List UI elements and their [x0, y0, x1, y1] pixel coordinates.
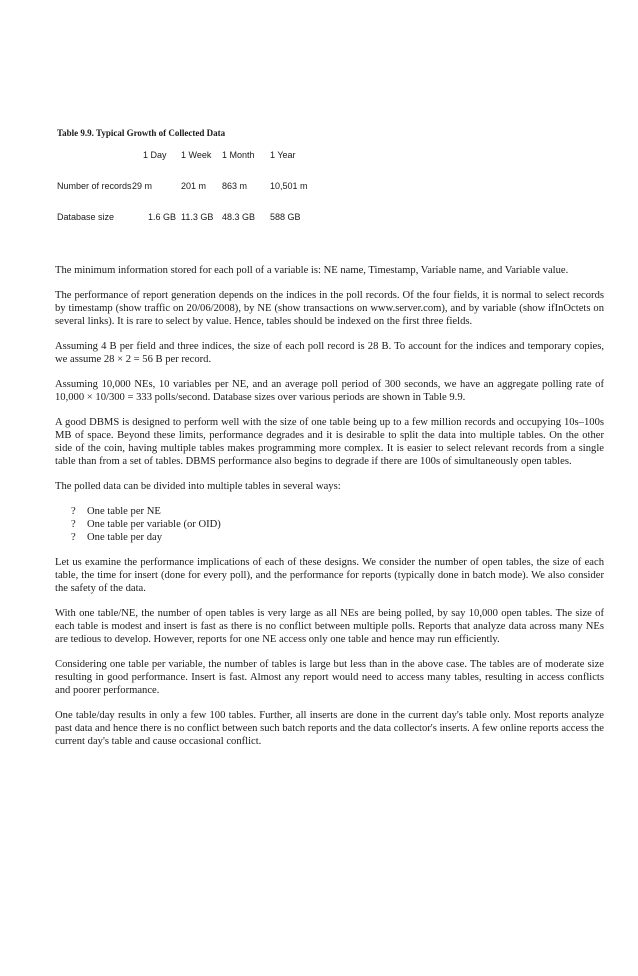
list-item	[71, 518, 604, 531]
paragraph: One table/day results in only a few 100 tables. Further, all inserts are done in the current day's table only. Most reports analyze past data and hence there is no conflict between such batch reports and the data collector's inserts. A few online reports access the current day's table and cause occasional conflict.	[55, 710, 604, 748]
paragraph: A good DBMS is designed to perform well with the size of one table being up to a few million records and occupying 10s–100s MB of space. Beyond these limits, performance degrades and it is desirable to split the data into multiple tables. On the other side of the coin, having multiple tables makes programming more complex. It is easier to select relevant records from a single table than from a set of tables. DBMS performance also begins to degrade if there are 100s of simultaneously open tables.	[55, 416, 604, 468]
table-cell: 201 m	[181, 181, 207, 191]
table-header-year: 1 Year	[270, 150, 296, 160]
paragraph: The minimum information stored for each poll of a variable is: NE name, Timestamp, Variable name, and Variable value.	[55, 265, 569, 276]
list-item-text: One table per day	[87, 532, 163, 544]
table-grid	[57, 138, 357, 238]
bullet-marker: ?	[71, 532, 76, 544]
paragraph: The performance of report generation depends on the indices in the poll records. Of the four fields, it is normal to select records by timestamp (show traffic on 20/06/2008), by NE (show transactions on www.server.com), and by variable (show ifInOctets on several links). It is rare to select by value. Hence, tables should be indexed on the first three fields.	[55, 289, 604, 328]
paragraph: The polled data can be divided into multiple tables in several ways:	[55, 480, 341, 492]
table-cell: 48.3 GB	[222, 212, 256, 222]
table-header-day: 1 Day	[143, 150, 167, 160]
body-text	[55, 264, 604, 760]
paragraph: Assuming 4 B per field and three indices, the size of each poll record is 28 B. To account for the indices and temporary copies, we assume 28 × 2 = 56 B per record.	[55, 340, 604, 366]
growth-table	[57, 128, 357, 238]
list-item-text: One table per NE	[87, 505, 161, 517]
table-cell: 1.6 GB	[148, 212, 177, 222]
list-item-text: One table per variable (or OID)	[87, 518, 221, 530]
table-cell: 863 m	[222, 181, 248, 191]
list-item	[71, 531, 604, 544]
table-row-label: Database size	[57, 212, 115, 222]
table-title: Table 9.9. Typical Growth of Collected Data	[57, 128, 226, 138]
bullet-marker: ?	[71, 505, 76, 517]
paragraph: Assuming 10,000 NEs, 10 variables per NE, and an average poll period of 300 seconds, we have an aggregate polling rate of 10,000 × 10/300 = 333 polls/second. Database sizes over various periods are shown in Table 9.9.	[55, 378, 604, 403]
bullet-marker: ?	[71, 518, 76, 530]
table-cell: 11.3 GB	[181, 212, 214, 222]
table-header-month: 1 Month	[222, 150, 255, 160]
list-item	[71, 505, 604, 518]
bullet-list	[55, 505, 604, 545]
table-row-label: Number of records	[57, 181, 132, 191]
table-cell: 29 m	[132, 181, 153, 191]
paragraph: Let us examine the performance implications of each of these designs. We consider the number of open tables, the size of each table, the time for insert (done for every poll), and the performance for reports (typically done in batch mode). We also consider the safety of the data.	[55, 556, 604, 595]
paragraph: Considering one table per variable, the number of tables is large but less than in the above case. The tables are of moderate size resulting in good performance. Insert is fast. Almost any report would need to access many tables, resulting in access conflicts and poorer performance.	[55, 658, 604, 697]
table-cell: 10,501 m	[270, 181, 308, 191]
paragraph: With one table/NE, the number of open tables is very large as all NEs are being polled, by say 10,000 open tables. The size of each table is modest and insert is fast as there is no conflict between multiple polls. Reports that analyze data across many NEs are tedious to develop. However, reports for one NE access only one table and hence may run efficiently.	[55, 607, 604, 646]
table-cell: 588 GB	[270, 212, 301, 222]
table-header-week: 1 Week	[181, 150, 212, 160]
